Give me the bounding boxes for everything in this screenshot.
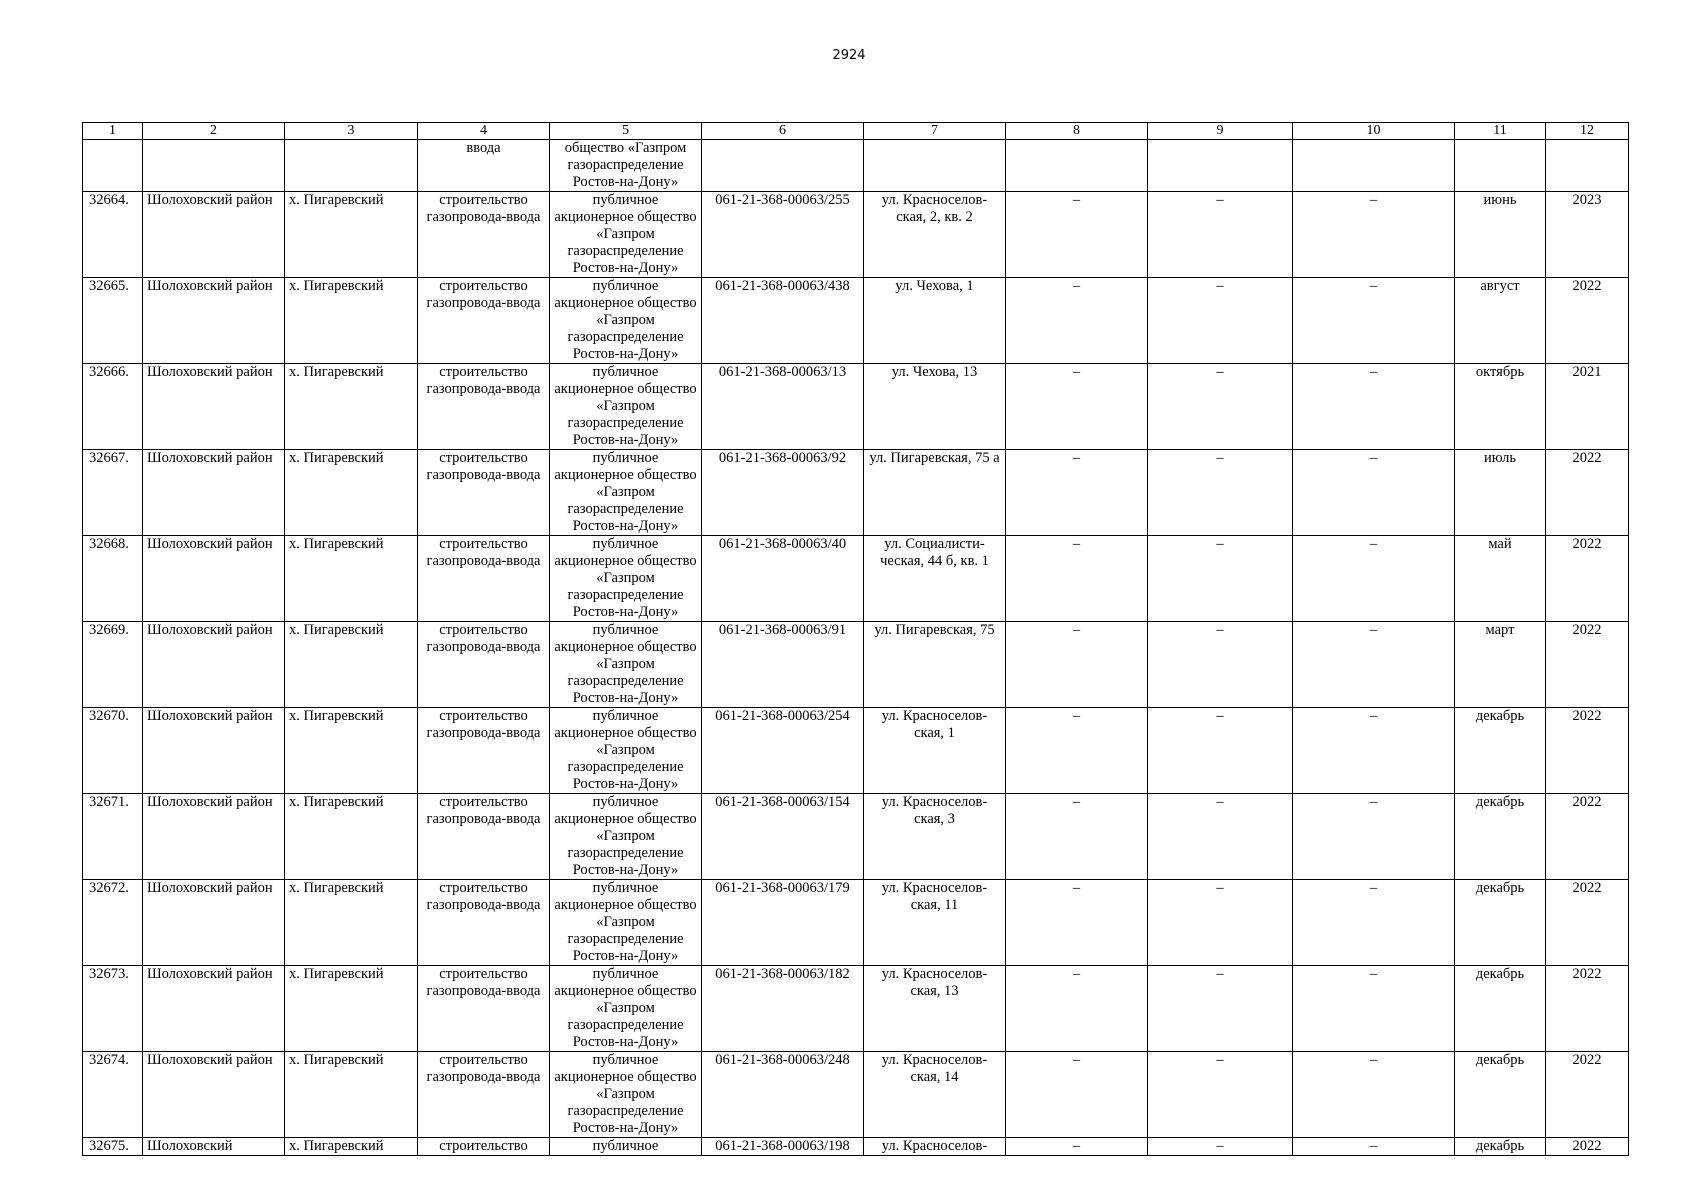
year-cell: 2022 (1546, 622, 1629, 708)
year-cell: 2022 (1546, 880, 1629, 966)
address-cell: ул. Красноселов-ская, 11 (864, 880, 1006, 966)
district-cell: Шолоховский район (143, 880, 285, 966)
year-cell: 2023 (1546, 192, 1629, 278)
organization-cell: публичное акционерное общество «Газпром газораспределение Ростов-на-Дону» (550, 536, 702, 622)
year-cell: 2021 (1546, 364, 1629, 450)
settlement-cell: х. Пигаревский (285, 622, 418, 708)
organization-cell: публичное акционерное общество «Газпром газораспределение Ростов-на-Дону» (550, 450, 702, 536)
table-body (83, 140, 1629, 1156)
year-cell: 2022 (1546, 536, 1629, 622)
column-8-cell: – (1006, 536, 1148, 622)
address-cell: ул. Чехова, 1 (864, 278, 1006, 364)
row-number-cell (83, 140, 143, 192)
settlement-cell: х. Пигаревский (285, 278, 418, 364)
address-cell: ул. Пигаревская, 75 а (864, 450, 1006, 536)
object-code-cell: 061-21-368-00063/254 (702, 708, 864, 794)
district-cell: Шолоховский район (143, 364, 285, 450)
district-cell: Шолоховский район (143, 794, 285, 880)
column-10-cell: – (1293, 794, 1455, 880)
year-cell: 2022 (1546, 966, 1629, 1052)
district-cell (143, 140, 285, 192)
column-10-cell: – (1293, 1052, 1455, 1138)
row-number-cell: 32665. (83, 278, 143, 364)
row-number-cell: 32667. (83, 450, 143, 536)
column-9-cell (1148, 140, 1293, 192)
object-code-cell: 061-21-368-00063/92 (702, 450, 864, 536)
column-9-cell: – (1148, 622, 1293, 708)
month-cell: декабрь (1455, 966, 1546, 1052)
address-cell: ул. Красноселов-ская, 14 (864, 1052, 1006, 1138)
column-10-cell: – (1293, 278, 1455, 364)
organization-cell: публичное акционерное общество «Газпром газораспределение Ростов-на-Дону» (550, 364, 702, 450)
settlement-cell: х. Пигаревский (285, 1138, 418, 1156)
column-10-cell: – (1293, 622, 1455, 708)
header-row (83, 123, 1629, 140)
work-type-cell: строительство газопровода-ввода (418, 794, 550, 880)
district-cell: Шолоховский район (143, 192, 285, 278)
column-header: 12 (1546, 123, 1629, 140)
table-row (83, 794, 1629, 880)
work-type-cell: строительство газопровода-ввода (418, 278, 550, 364)
column-10-cell (1293, 140, 1455, 192)
year-cell: 2022 (1546, 794, 1629, 880)
object-code-cell: 061-21-368-00063/198 (702, 1138, 864, 1156)
column-9-cell: – (1148, 794, 1293, 880)
year-cell: 2022 (1546, 708, 1629, 794)
district-cell: Шолоховский (143, 1138, 285, 1156)
column-10-cell: – (1293, 192, 1455, 278)
address-cell: ул. Красноселов-ская, 2, кв. 2 (864, 192, 1006, 278)
organization-cell: публичное акционерное общество «Газпром газораспределение Ростов-на-Дону» (550, 1052, 702, 1138)
row-number-cell: 32666. (83, 364, 143, 450)
table-row (83, 708, 1629, 794)
table-row (83, 880, 1629, 966)
work-type-cell: строительство газопровода-ввода (418, 1052, 550, 1138)
organization-cell: публичное акционерное общество «Газпром газораспределение Ростов-на-Дону» (550, 880, 702, 966)
table-row (83, 622, 1629, 708)
month-cell: март (1455, 622, 1546, 708)
settlement-cell: х. Пигаревский (285, 536, 418, 622)
table-row (83, 140, 1629, 192)
organization-cell: публичное акционерное общество «Газпром газораспределение Ростов-на-Дону» (550, 192, 702, 278)
column-8-cell (1006, 140, 1148, 192)
address-cell: ул. Социалисти-ческая, 44 б, кв. 1 (864, 536, 1006, 622)
address-cell: ул. Чехова, 13 (864, 364, 1006, 450)
month-cell: декабрь (1455, 880, 1546, 966)
district-cell: Шолоховский район (143, 450, 285, 536)
row-number-cell: 32670. (83, 708, 143, 794)
column-10-cell: – (1293, 364, 1455, 450)
column-10-cell: – (1293, 536, 1455, 622)
column-8-cell: – (1006, 708, 1148, 794)
settlement-cell: х. Пигаревский (285, 450, 418, 536)
column-10-cell: – (1293, 450, 1455, 536)
table-row (83, 450, 1629, 536)
table-row (83, 1052, 1629, 1138)
column-header: 1 (83, 123, 143, 140)
organization-cell: публичное акционерное общество «Газпром газораспределение Ростов-на-Дону» (550, 708, 702, 794)
month-cell: декабрь (1455, 794, 1546, 880)
column-9-cell: – (1148, 1052, 1293, 1138)
organization-cell: публичное акционерное общество «Газпром газораспределение Ростов-на-Дону» (550, 966, 702, 1052)
address-cell: ул. Пигаревская, 75 (864, 622, 1006, 708)
object-code-cell (702, 140, 864, 192)
object-code-cell: 061-21-368-00063/248 (702, 1052, 864, 1138)
month-cell: октябрь (1455, 364, 1546, 450)
settlement-cell (285, 140, 418, 192)
district-cell: Шолоховский район (143, 622, 285, 708)
row-number-cell: 32673. (83, 966, 143, 1052)
month-cell: май (1455, 536, 1546, 622)
row-number-cell: 32668. (83, 536, 143, 622)
column-9-cell: – (1148, 1138, 1293, 1156)
district-cell: Шолоховский район (143, 278, 285, 364)
column-header: 10 (1293, 123, 1455, 140)
column-9-cell: – (1148, 536, 1293, 622)
month-cell: декабрь (1455, 1052, 1546, 1138)
table-row (83, 192, 1629, 278)
district-cell: Шолоховский район (143, 536, 285, 622)
work-type-cell: строительство газопровода-ввода (418, 880, 550, 966)
column-9-cell: – (1148, 966, 1293, 1052)
column-8-cell: – (1006, 966, 1148, 1052)
organization-cell: общество «Газпром газораспределение Ростов-на-Дону» (550, 140, 702, 192)
district-cell: Шолоховский район (143, 1052, 285, 1138)
settlement-cell: х. Пигаревский (285, 794, 418, 880)
column-8-cell: – (1006, 364, 1148, 450)
year-cell: 2022 (1546, 1138, 1629, 1156)
address-cell: ул. Красноселов-ская, 13 (864, 966, 1006, 1052)
column-header: 6 (702, 123, 864, 140)
row-number-cell: 32664. (83, 192, 143, 278)
column-8-cell: – (1006, 622, 1148, 708)
column-10-cell: – (1293, 966, 1455, 1052)
table-row (83, 278, 1629, 364)
organization-cell: публичное акционерное общество «Газпром газораспределение Ростов-на-Дону» (550, 794, 702, 880)
column-9-cell: – (1148, 880, 1293, 966)
column-8-cell: – (1006, 1052, 1148, 1138)
column-8-cell: – (1006, 278, 1148, 364)
row-number-cell: 32672. (83, 880, 143, 966)
column-9-cell: – (1148, 192, 1293, 278)
organization-cell: публичное (550, 1138, 702, 1156)
address-cell (864, 140, 1006, 192)
work-type-cell: строительство газопровода-ввода (418, 536, 550, 622)
organization-cell: публичное акционерное общество «Газпром газораспределение Ростов-на-Дону» (550, 278, 702, 364)
settlement-cell: х. Пигаревский (285, 708, 418, 794)
address-cell: ул. Красноселов-ская, 3 (864, 794, 1006, 880)
settlement-cell: х. Пигаревский (285, 192, 418, 278)
column-header: 4 (418, 123, 550, 140)
column-9-cell: – (1148, 708, 1293, 794)
row-number-cell: 32675. (83, 1138, 143, 1156)
object-code-cell: 061-21-368-00063/91 (702, 622, 864, 708)
column-8-cell: – (1006, 1138, 1148, 1156)
district-cell: Шолоховский район (143, 966, 285, 1052)
column-header: 2 (143, 123, 285, 140)
table-row (83, 364, 1629, 450)
column-10-cell: – (1293, 1138, 1455, 1156)
column-header: 8 (1006, 123, 1148, 140)
year-cell: 2022 (1546, 278, 1629, 364)
column-10-cell: – (1293, 708, 1455, 794)
address-cell: ул. Красноселов- (864, 1138, 1006, 1156)
column-8-cell: – (1006, 450, 1148, 536)
settlement-cell: х. Пигаревский (285, 880, 418, 966)
year-cell (1546, 140, 1629, 192)
table-row (83, 966, 1629, 1052)
work-type-cell: строительство газопровода-ввода (418, 622, 550, 708)
table-row (83, 1138, 1629, 1156)
column-header: 7 (864, 123, 1006, 140)
work-type-cell: строительство газопровода-ввода (418, 192, 550, 278)
column-header: 5 (550, 123, 702, 140)
settlement-cell: х. Пигаревский (285, 966, 418, 1052)
column-header: 3 (285, 123, 418, 140)
month-cell: август (1455, 278, 1546, 364)
page-number: 2924 (832, 48, 866, 63)
row-number-cell: 32674. (83, 1052, 143, 1138)
object-code-cell: 061-21-368-00063/438 (702, 278, 864, 364)
column-8-cell: – (1006, 794, 1148, 880)
object-code-cell: 061-21-368-00063/255 (702, 192, 864, 278)
work-type-cell: строительство газопровода-ввода (418, 450, 550, 536)
column-8-cell: – (1006, 192, 1148, 278)
settlement-cell: х. Пигаревский (285, 364, 418, 450)
work-type-cell: ввода (418, 140, 550, 192)
column-8-cell: – (1006, 880, 1148, 966)
month-cell (1455, 140, 1546, 192)
column-header: 11 (1455, 123, 1546, 140)
object-code-cell: 061-21-368-00063/40 (702, 536, 864, 622)
column-header: 9 (1148, 123, 1293, 140)
settlement-cell: х. Пигаревский (285, 1052, 418, 1138)
year-cell: 2022 (1546, 1052, 1629, 1138)
row-number-cell: 32669. (83, 622, 143, 708)
month-cell: декабрь (1455, 1138, 1546, 1156)
table-row (83, 536, 1629, 622)
column-9-cell: – (1148, 278, 1293, 364)
work-type-cell: строительство газопровода-ввода (418, 364, 550, 450)
object-code-cell: 061-21-368-00063/179 (702, 880, 864, 966)
month-cell: июнь (1455, 192, 1546, 278)
object-code-cell: 061-21-368-00063/154 (702, 794, 864, 880)
object-code-cell: 061-21-368-00063/182 (702, 966, 864, 1052)
register-table (82, 122, 1629, 1156)
work-type-cell: строительство газопровода-ввода (418, 966, 550, 1052)
district-cell: Шолоховский район (143, 708, 285, 794)
month-cell: июль (1455, 450, 1546, 536)
column-9-cell: – (1148, 450, 1293, 536)
address-cell: ул. Красноселов-ская, 1 (864, 708, 1006, 794)
object-code-cell: 061-21-368-00063/13 (702, 364, 864, 450)
work-type-cell: строительство (418, 1138, 550, 1156)
column-10-cell: – (1293, 880, 1455, 966)
organization-cell: публичное акционерное общество «Газпром газораспределение Ростов-на-Дону» (550, 622, 702, 708)
year-cell: 2022 (1546, 450, 1629, 536)
work-type-cell: строительство газопровода-ввода (418, 708, 550, 794)
column-9-cell: – (1148, 364, 1293, 450)
month-cell: декабрь (1455, 708, 1546, 794)
row-number-cell: 32671. (83, 794, 143, 880)
